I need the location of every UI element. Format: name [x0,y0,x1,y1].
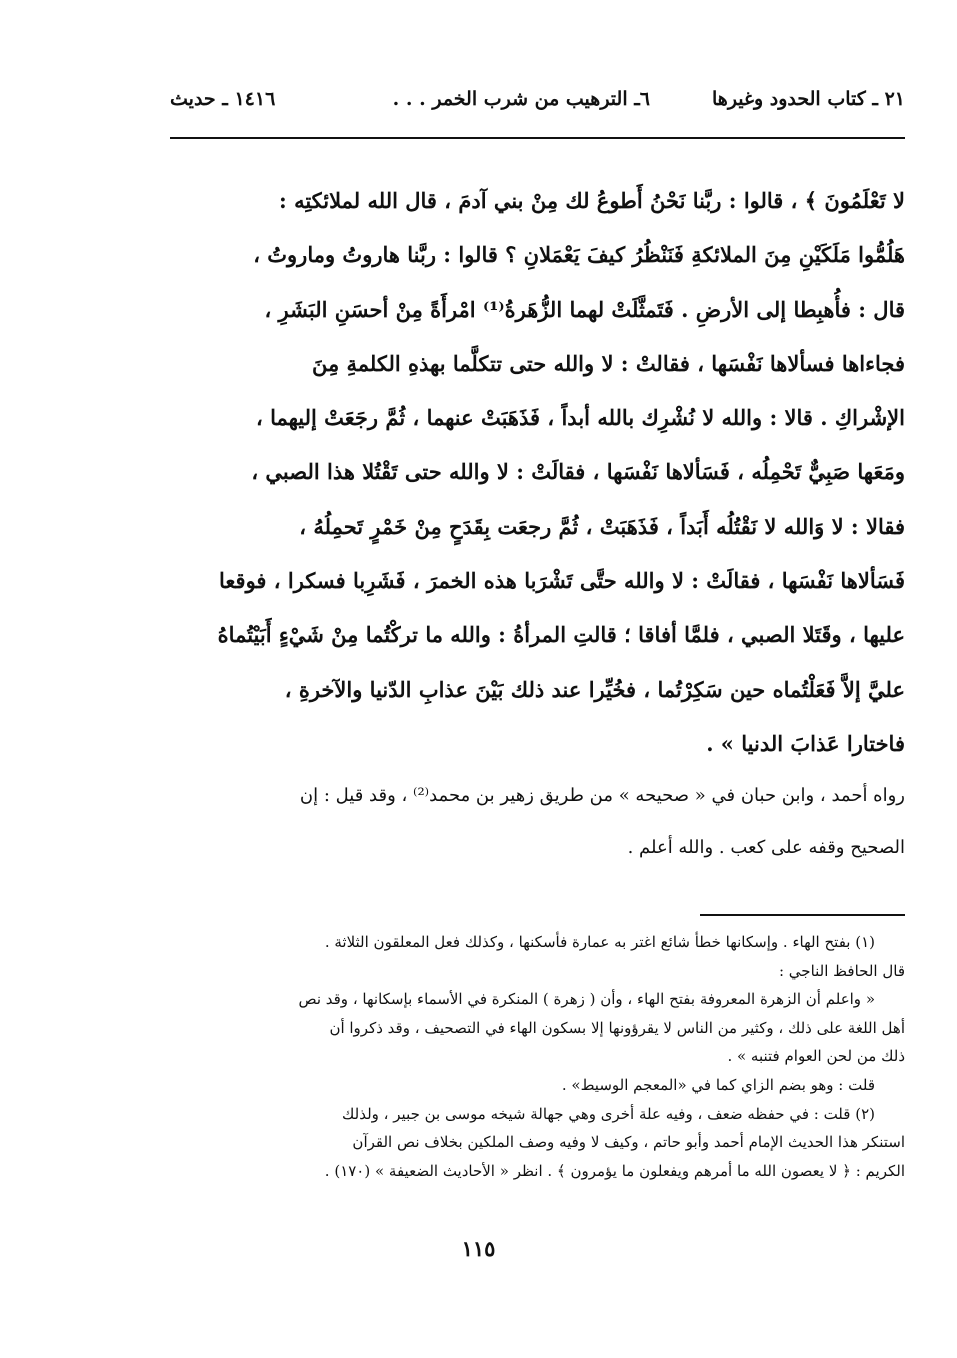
footnote-line: استنكر هذا الحديث الإمام أحمد وأبو حاتم ، وكيف لا وفيه وصف الملكين بخلاف نص القرآن [352,1133,905,1152]
footnote-divider [700,914,905,916]
footnote-line: أهل اللغة على ذلك ، وكثير من الناس لا يقرؤونها إلا بسكون الهاء في التصحيف ، وقد ذكروا أن [329,1018,905,1037]
footnotes [170,928,905,1185]
page-number: ١١٥ [461,1236,496,1261]
header-hadith-number: ١٤١٦ ـ حديث [170,88,276,110]
footnote-line: (٢) قلت : في حفظه ضعف ، وفيه علة أخرى وهي جهالة شيخه موسى بن جبير ، ولذلك [341,1104,875,1123]
footnote-line: الكريم : ﴿ لا يعصون الله ما أمرهم ويفعلون ما يؤمرون ﴾ . انظر « الأحاديث الضعيفة » (١٧٠) . [324,1161,905,1180]
hadith-line: فَسَألاها نَفْسَها ، فقالَتْ : لا والله حتَّى تَشْرَبا هذه الخمرَ ، فَشَرِبا فسكرا ، فوقعا [219,568,905,594]
footnote-line: « واعلم أن الزهرة المعروفة بفتح الهاء ، وأن ( زهرة ) المنكرة في الأسماء بإسكانها ، وقد نص [298,990,875,1009]
hadith-line: عليَّ إلاَّ فَعَلْتُماه حين سَكِرْتُما ، فخُيِّرا عند ذلك بَيْنَ عذابِ الدّنيا والآخرةِ ، [284,676,905,702]
hadith-line: الإشْراكِ . قالا : والله لا نُشْرِك بالله أبداً ، فَذَهَبَتْ عنهما ، ثُمَّ رجَعَتْ إليهما ، [255,405,905,431]
narration-line: الصحيح وقفه على كعب . والله أعلم . [627,837,905,858]
footnote-line: قلت : وهو بضم الزاي كما في «المعجم الوسيط» . [561,1075,875,1094]
hadith-line: فاختارا عَذابَ الدنيا » . [706,730,905,756]
hadith-line: هَلُمُّوا مَلَكَيْنِ مِنَ الملائكةِ فَنَنْظُرُ كيفَ يَعْمَلانِ ؟ قالوا : ربَّنا هاروتُ وماروتُ ، [253,242,905,268]
hadith-line: فجاءاها فسألاها نَفْسَها ، فقالتْ : لا والله حتى تتكلَّما بهذهِ الكلمةِ مِنَ [311,350,905,376]
footnote-line: قال الحافظ الناجي : [778,961,905,980]
header-chapter: ٢١ ـ كتاب الحدود وغيرها [712,88,905,110]
hadith-line: عليها ، وقَتَلا الصبي ، فلمَّا أفاقا ؛ قالتِ المرأةُ : والله ما تركْتُما مِنْ شَيْءٍ أَبَيْتُماهُ [217,622,905,648]
narration-line: رواه أحمد ، وابن حبان في « صحيحه » من طريق زهير بن محمد⁽²⁾ ، وقد قيل : إن [299,785,905,806]
narration-note [170,770,905,874]
hadith-text [170,174,905,771]
hadith-line: لا تَعْلَمُونَ ﴾ ، قالوا : ربَّنا نَحْنُ أَطوعُ لك مِنْ بني آدمَ ، قال الله لملائكتِه : [279,188,905,213]
header-section: ٦ـ الترهيب من شرب الخمر . . . [392,88,650,110]
header-divider [170,137,905,139]
hadith-line: قال : فأُهبِطا إلى الأرضِ . فَتَمثَّلَتْ لهما الزُّهَرةُ⁽¹⁾ امْرأَةً مِنْ أحسَنِ البَشَرِ ، [264,296,905,322]
footnote-line: ذلك من لحن العوام فتنبه » . [727,1047,905,1066]
hadith-line: فقالا : لا وَالله لا نَقْتُلُه أَبَداً ، فَذَهَبَتْ ، ثُمَّ رجعَت بِقَدَحٍ مِنْ خَمْرٍ تَحمِلُهُ ، [299,513,905,539]
running-header [170,82,905,122]
hadith-line: ومَعَها صَبِيٌّ تَحْمِلُه ، فَسَألاها نَفْسَها ، فقالَتْ : لا والله حتى تَقْتُلا هذا الصبي ، [251,459,905,485]
footnote-line: (١) بفتح الهاء . وإسكانها خطأ شائع اغتر به عمارة فأسكنها ، وكذلك فعل المعلقون الثلاثة . [324,933,875,951]
